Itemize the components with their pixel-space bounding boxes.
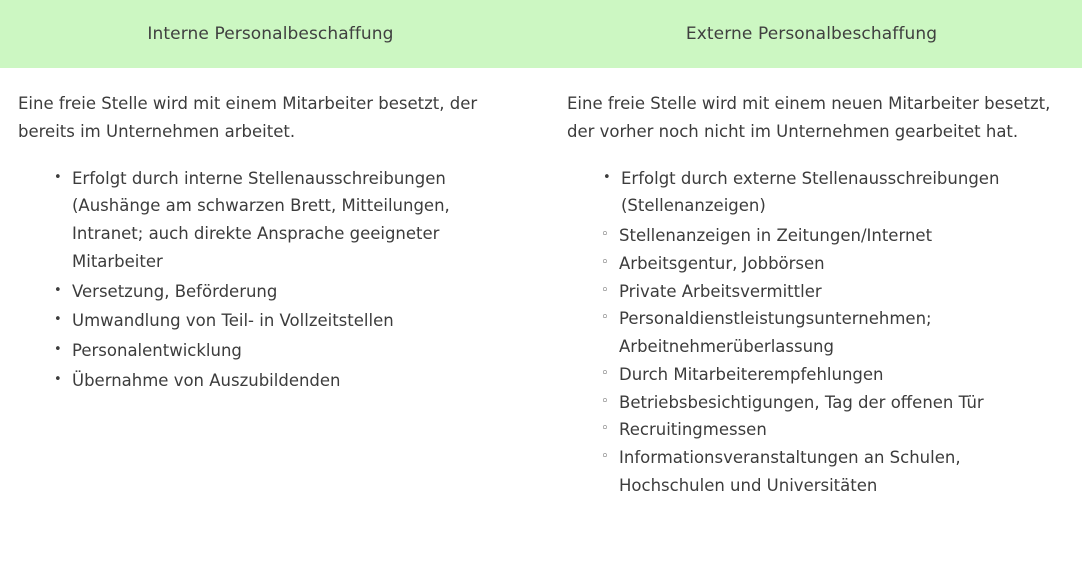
column-internal bbox=[0, 68, 541, 499]
bullet-list-external bbox=[567, 165, 1060, 220]
list-item: ◦ Personaldienstleistungsunternehmen; Arbeitnehmerüberlassung bbox=[601, 305, 1060, 360]
header-cell-external bbox=[541, 0, 1082, 68]
list-item: • Versetzung, Beförderung bbox=[54, 278, 519, 306]
list-item: • Erfolgt durch interne Stellenausschreibungen (Aushänge am schwarzen Brett, Mitteilungen, Intranet; auch direkte Ansprache geeigneter Mitarbeiter bbox=[54, 165, 519, 276]
table-body-row bbox=[0, 68, 1082, 499]
header-title-external: Externe Personalbeschaffung bbox=[685, 24, 938, 44]
list-item: ◦ Private Arbeitsvermittler bbox=[601, 278, 1060, 306]
list-item: ◦ Arbeitsgentur, Jobbörsen bbox=[601, 250, 1060, 278]
list-item: • Übernahme von Auszubildenden bbox=[54, 367, 519, 395]
list-item: ◦ Stellenanzeigen in Zeitungen/Internet bbox=[601, 222, 1060, 250]
intro-text-internal: Eine freie Stelle wird mit einem Mitarbeiter besetzt, der bereits im Unternehmen arbeitet. bbox=[18, 94, 478, 142]
list-item: ◦ Recruitingmessen bbox=[601, 416, 1060, 444]
list-item: • Personalentwicklung bbox=[54, 337, 519, 365]
column-external bbox=[541, 68, 1082, 499]
header-title-internal: Interne Personalbeschaffung bbox=[147, 24, 394, 44]
table-header-row bbox=[0, 0, 1082, 68]
list-item: ◦ Durch Mitarbeiterempfehlungen bbox=[601, 361, 1060, 389]
header-cell-internal bbox=[0, 0, 541, 68]
list-item: • Erfolgt durch externe Stellenausschreibungen (Stellenanzeigen) bbox=[603, 165, 1060, 220]
sub-bullet-list-external bbox=[567, 222, 1060, 499]
list-item: ◦ Betriebsbesichtigungen, Tag der offenen Tür bbox=[601, 389, 1060, 417]
list-item: • Umwandlung von Teil- in Vollzeitstellen bbox=[54, 307, 519, 335]
intro-text-external: Eine freie Stelle wird mit einem neuen Mitarbeiter besetzt, der vorher noch nicht im Unternehmen gearbeitet hat. bbox=[567, 94, 1051, 142]
bullet-list-internal bbox=[18, 165, 519, 395]
list-item: ◦ Informationsveranstaltungen an Schulen, Hochschulen und Universitäten bbox=[601, 444, 1060, 499]
